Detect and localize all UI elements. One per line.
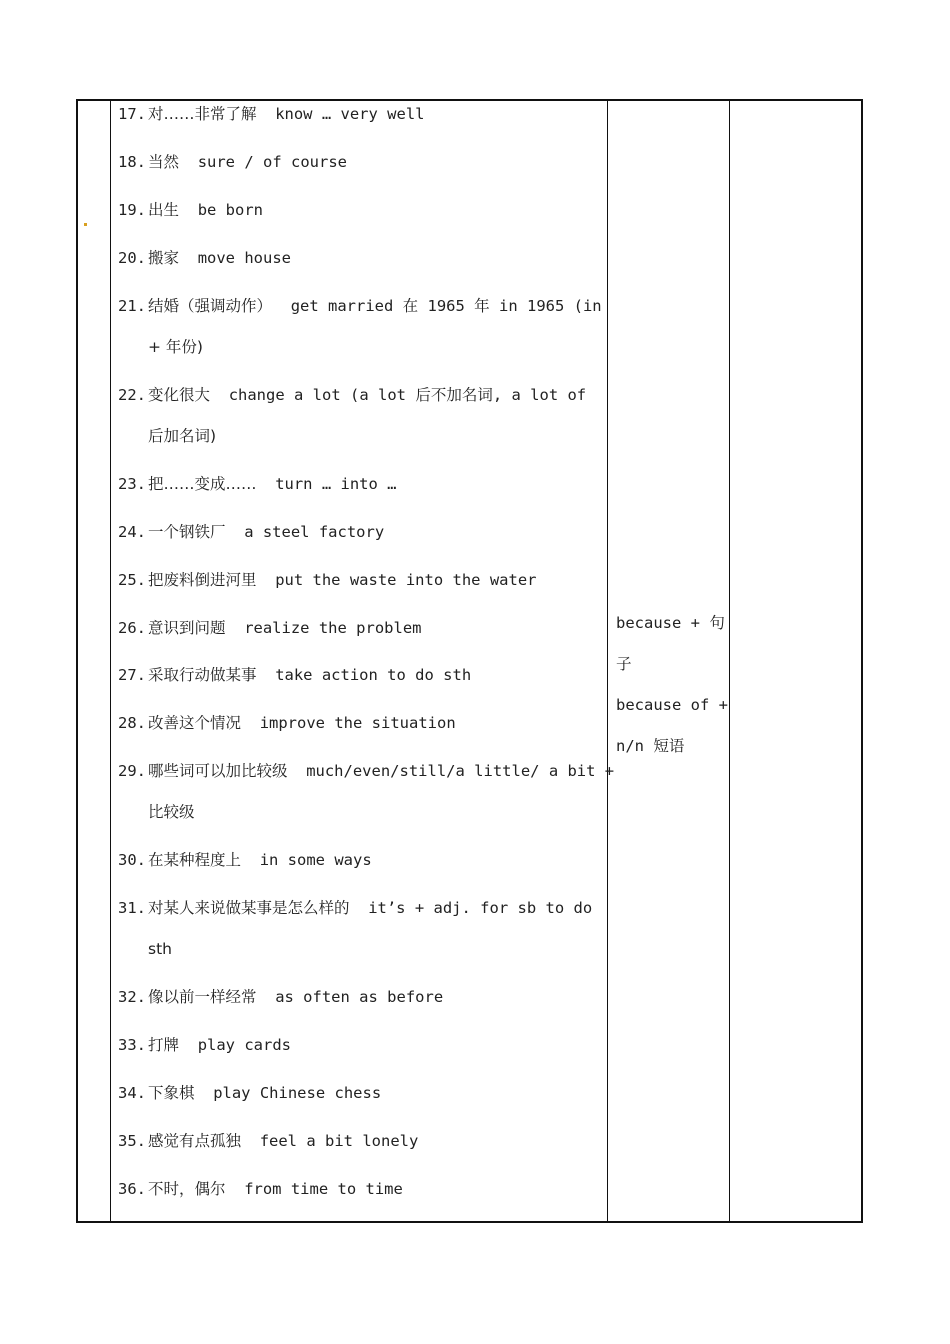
english-phrase: from time to time [244, 1180, 403, 1198]
item-line [118, 977, 600, 1018]
item-number: 23. [118, 475, 146, 493]
english-phrase: move house [197, 249, 292, 267]
item-line [118, 142, 600, 183]
chinese-phrase: 把……变成…… [148, 475, 257, 493]
english-phrase: much/even/still/a little/ a bit + [306, 762, 615, 780]
item-number: 29. [118, 762, 146, 780]
grammar-note [616, 603, 726, 767]
list-item [118, 655, 600, 696]
item-continuation: + 年份) [148, 338, 203, 356]
list-item [118, 512, 600, 553]
item-line [118, 238, 600, 279]
english-phrase: as often as before [275, 988, 444, 1006]
item-line [118, 703, 600, 744]
item-line [118, 94, 600, 135]
list-item [118, 1169, 600, 1210]
english-phrase: improve the situation [259, 714, 456, 732]
english-phrase: realize the problem [244, 619, 422, 637]
chinese-phrase: 下象棋 [148, 1084, 195, 1102]
list-item [118, 1121, 600, 1162]
english-phrase: take action to do sth [275, 666, 472, 684]
chinese-phrase: 哪些词可以加比较级 [148, 762, 288, 780]
english-phrase: sure / of course [197, 153, 347, 171]
chinese-phrase: 意识到问题 [148, 619, 226, 637]
column-divider [607, 101, 608, 1221]
item-line [118, 751, 615, 792]
list-item [118, 1025, 600, 1066]
item-line [118, 840, 600, 881]
english-phrase: feel a bit lonely [259, 1132, 419, 1150]
item-continuation: sth [148, 940, 172, 958]
item-line [118, 888, 600, 929]
english-phrase: put the waste into the water [275, 571, 537, 589]
item-continuation: 后加名词) [148, 427, 217, 445]
chinese-phrase: 对……非常了解 [148, 105, 257, 123]
item-number: 26. [118, 619, 146, 637]
item-number: 19. [118, 201, 146, 219]
english-phrase: in some ways [259, 851, 372, 869]
item-number: 30. [118, 851, 146, 869]
item-number: 36. [118, 1180, 146, 1198]
english-phrase: it’s + adj. for sb to do [368, 899, 593, 917]
chinese-phrase: 不时，偶尔 [148, 1180, 226, 1198]
list-item [118, 608, 600, 649]
item-line [118, 1121, 600, 1162]
item-line [118, 375, 600, 416]
chinese-phrase: 结婚（强调动作） [148, 297, 273, 315]
list-item [118, 751, 615, 833]
chinese-phrase: 采取行动做某事 [148, 666, 257, 684]
item-line [118, 560, 600, 601]
chinese-phrase: 感觉有点孤独 [148, 1132, 242, 1150]
item-number: 21. [118, 297, 146, 315]
english-phrase: play cards [197, 1036, 292, 1054]
item-line [118, 655, 600, 696]
item-line [118, 286, 600, 327]
note-line: because of + [616, 696, 728, 714]
item-number: 20. [118, 249, 146, 267]
item-number: 32. [118, 988, 146, 1006]
english-phrase: a steel factory [244, 523, 385, 541]
vocabulary-table [76, 99, 863, 1223]
item-number: 22. [118, 386, 146, 404]
chinese-phrase: 在某种程度上 [148, 851, 242, 869]
item-line [118, 190, 600, 231]
list-item [118, 464, 600, 505]
english-phrase: turn … into … [275, 475, 397, 493]
item-number: 24. [118, 523, 146, 541]
note-line: 子 [616, 655, 632, 673]
list-item [118, 190, 600, 231]
list-item [118, 703, 600, 744]
list-item [118, 977, 600, 1018]
chinese-phrase: 变化很大 [148, 386, 211, 404]
list-item [118, 840, 600, 881]
item-number: 35. [118, 1132, 146, 1150]
item-number: 33. [118, 1036, 146, 1054]
list-item [118, 375, 600, 457]
note-line: n/n 短语 [616, 737, 685, 755]
english-phrase: get married 在 1965 年 in 1965 (in [290, 297, 602, 315]
column-divider [729, 101, 730, 1221]
chinese-phrase: 当然 [148, 153, 180, 171]
list-item [118, 238, 600, 279]
item-number: 17. [118, 105, 146, 123]
list-item [118, 94, 600, 135]
chinese-phrase: 出生 [148, 201, 180, 219]
english-phrase: play Chinese chess [213, 1084, 382, 1102]
item-number: 31. [118, 899, 146, 917]
item-line [118, 1073, 600, 1114]
list-item [118, 888, 600, 970]
english-phrase: know … very well [275, 105, 425, 123]
chinese-phrase: 打牌 [148, 1036, 180, 1054]
item-number: 27. [118, 666, 146, 684]
chinese-phrase: 对某人来说做某事是怎么样的 [148, 899, 350, 917]
chinese-phrase: 像以前一样经常 [148, 988, 257, 1006]
list-item [118, 1073, 600, 1114]
list-item [118, 560, 600, 601]
item-number: 28. [118, 714, 146, 732]
item-continuation: 比较级 [148, 803, 195, 821]
list-item [118, 142, 600, 183]
chinese-phrase: 一个钢铁厂 [148, 523, 226, 541]
item-number: 18. [118, 153, 146, 171]
chinese-phrase: 改善这个情况 [148, 714, 242, 732]
item-line [118, 608, 600, 649]
column-divider [110, 101, 111, 1221]
english-phrase: be born [197, 201, 264, 219]
english-phrase: change a lot (a lot 后不加名词, a lot of [228, 386, 587, 404]
list-item [118, 286, 600, 368]
note-line: because + 句 [616, 614, 725, 632]
chinese-phrase: 把废料倒进河里 [148, 571, 257, 589]
item-number: 25. [118, 571, 146, 589]
chinese-phrase: 搬家 [148, 249, 180, 267]
item-line [118, 464, 600, 505]
item-number: 34. [118, 1084, 146, 1102]
item-line [118, 512, 600, 553]
decorative-dot [84, 223, 87, 226]
item-line [118, 1169, 600, 1210]
item-line [118, 1025, 600, 1066]
